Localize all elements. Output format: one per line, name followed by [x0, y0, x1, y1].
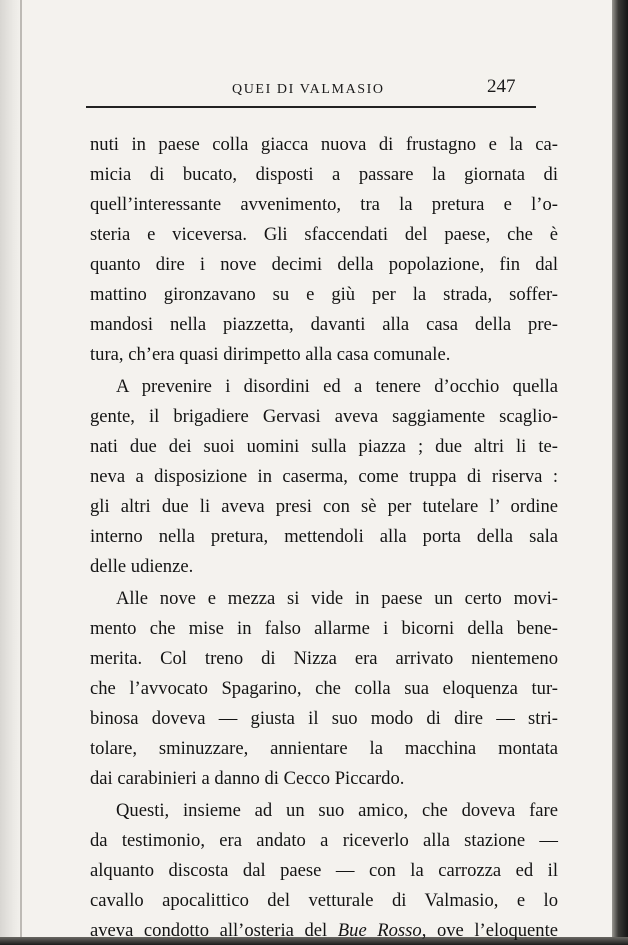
- text-line: mattino gironzavano su e giù per la strada, soffer-: [90, 284, 558, 305]
- text-line: tolare, sminuzzare, annientare la macchina montata: [90, 738, 558, 759]
- text-line: nati due dei suoi uomini sulla piazza ; due altri li te-: [90, 436, 558, 457]
- text-line: micia di bucato, disposti a passare la giornata di: [90, 164, 558, 185]
- text-segment: aveva condotto all’osteria del: [90, 920, 338, 941]
- binding-edge-line: [20, 0, 22, 945]
- text-line: gli altri due li aveva presi con sè per tutelare l’ ordine: [90, 496, 558, 517]
- text-line: binosa doveva — giusta il suo modo di dire — stri-: [90, 708, 558, 729]
- text-segment: , ove l’eloquente: [421, 920, 559, 941]
- text-line: mandosi nella piazzetta, davanti alla casa della pre-: [90, 314, 558, 335]
- body-text: [90, 130, 558, 945]
- text-line: steria e viceversa. Gli sfaccendati del paese, che è: [90, 224, 558, 245]
- header-rule: [86, 106, 536, 108]
- running-head-title: QUEI DI VALMASIO: [232, 82, 385, 97]
- text-line: gente, il brigadiere Gervasi aveva saggiamente scaglio-: [90, 406, 558, 427]
- text-line: mento che mise in falso allarme i bicorni della bene-: [90, 618, 558, 639]
- binding-shadow: [0, 0, 22, 945]
- italic-place-name: Bue Rosso: [337, 920, 422, 941]
- text-line: A prevenire i disordini ed a tenere d’occhio quella: [116, 376, 558, 397]
- text-line: delle udienze.: [90, 556, 194, 577]
- scan-border-right: [612, 0, 628, 945]
- text-line: interno nella pretura, mettendoli alla porta della sala: [90, 526, 558, 547]
- text-line: cavallo apocalittico del vetturale di Valmasio, e lo: [90, 890, 558, 911]
- text-line: nuti in paese colla giacca nuova di frustagno e la ca-: [90, 134, 558, 155]
- running-head: [92, 74, 538, 104]
- text-line-last: [90, 916, 558, 945]
- text-line: che l’avvocato Spagarino, che colla sua eloquenza tur-: [90, 678, 558, 699]
- text-line: quell’interessante avvenimento, tra la pretura e l’o-: [90, 194, 558, 215]
- page-number: 247: [487, 76, 516, 97]
- text-line: neva a disposizione in caserma, come truppa di riserva :: [90, 466, 558, 487]
- text-line: alquanto discosta dal paese — con la carrozza ed il: [90, 860, 558, 881]
- text-line: merita. Col treno di Nizza era arrivato nientemeno: [90, 648, 558, 669]
- text-line: Questi, insieme ad un suo amico, che doveva fare: [116, 800, 558, 821]
- text-line: quanto dire i nove decimi della popolazione, fin dal: [90, 254, 558, 275]
- text-line: Alle nove e mezza si vide in paese un certo movi-: [116, 588, 558, 609]
- text-line: tura, ch’era quasi dirimpetto alla casa comunale.: [90, 344, 451, 365]
- text-line: dai carabinieri a danno di Cecco Piccardo.: [90, 768, 405, 789]
- text-line: da testimonio, era andato a riceverlo alla stazione —: [90, 830, 558, 851]
